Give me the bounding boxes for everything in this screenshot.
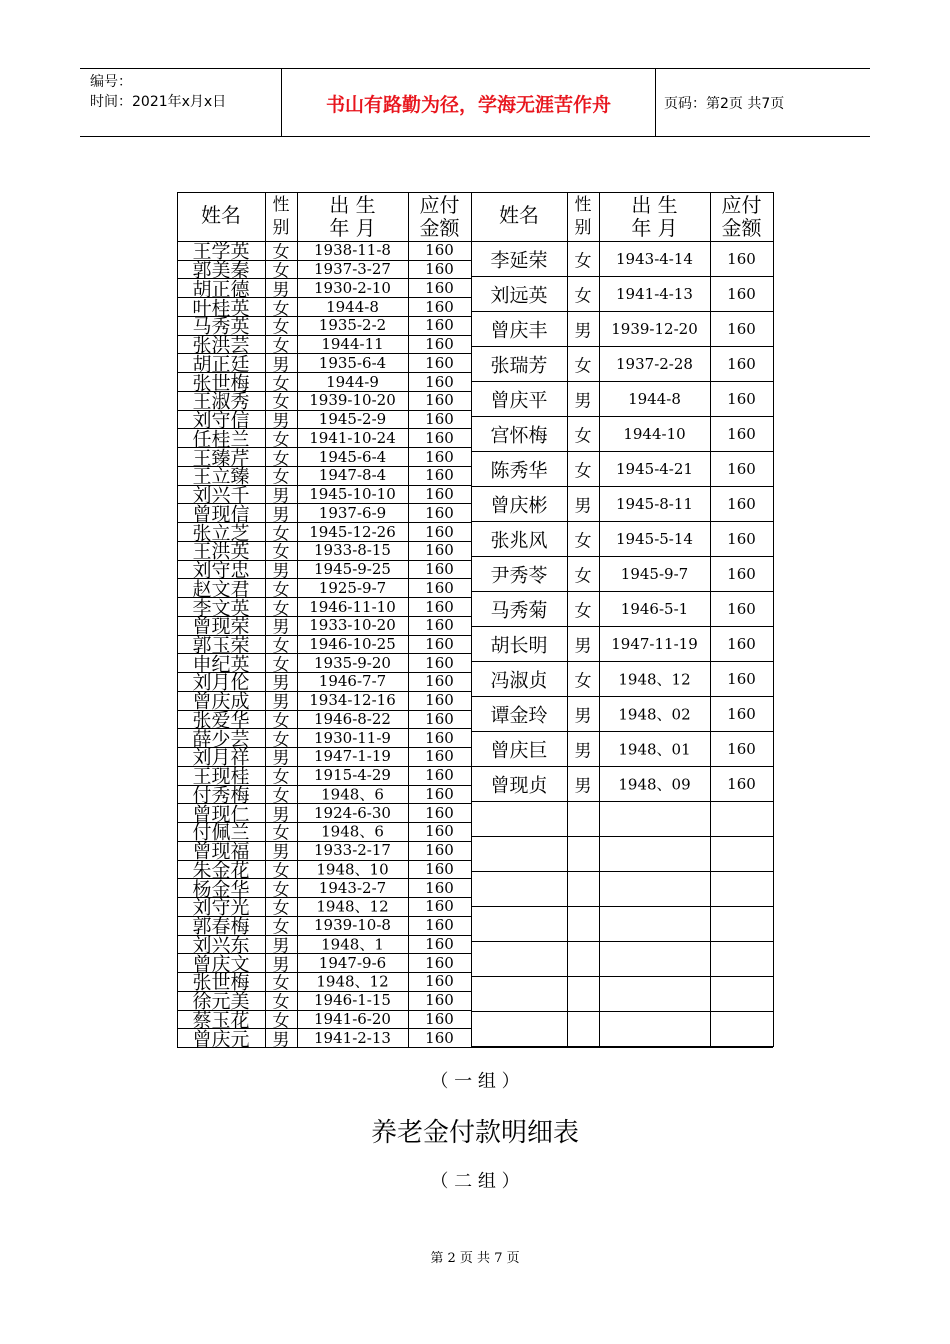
col-header-name: 姓名 [201, 203, 241, 227]
table-row-line [471, 1046, 773, 1047]
birth-date: 1947-8-4 [318, 466, 387, 485]
birth-date: 1945-6-4 [318, 447, 387, 466]
person-sex: 男 [272, 936, 290, 957]
person-sex: 男 [272, 561, 290, 582]
birth-date: 1938-11-8 [314, 241, 391, 260]
payment-amount: 160 [727, 564, 756, 583]
table-row-line [471, 731, 773, 732]
payment-amount: 160 [425, 597, 454, 616]
person-sex: 女 [272, 973, 290, 994]
payment-amount: 160 [425, 447, 454, 466]
person-name: 陈秀华 [490, 459, 548, 481]
person-name: 刘月祥 [192, 746, 250, 769]
person-name: 胡长明 [490, 634, 548, 656]
person-name: 冯淑贞 [490, 669, 548, 691]
payment-amount: 160 [425, 260, 454, 279]
col-header-amount: 应付 金额 [721, 193, 762, 240]
person-sex: 男 [272, 1030, 290, 1051]
person-sex: 女 [574, 356, 592, 376]
person-sex: 男 [272, 748, 290, 769]
payment-amount: 160 [727, 669, 756, 688]
person-sex: 女 [272, 242, 290, 263]
birth-date: 1945-9-25 [314, 560, 391, 579]
payment-amount: 160 [425, 728, 454, 747]
person-sex: 男 [272, 617, 290, 638]
payment-amount: 160 [425, 1028, 454, 1047]
birth-date: 1944-9 [326, 372, 379, 391]
birth-date: 1935-2-2 [318, 316, 387, 335]
payment-amount: 160 [425, 353, 454, 372]
birth-date: 1948、10 [316, 860, 389, 879]
table-row-line [471, 381, 773, 382]
person-name: 王洪英 [192, 540, 250, 563]
person-sex: 男 [272, 673, 290, 694]
birth-date: 1933-2-17 [314, 841, 391, 860]
table-row-line [471, 696, 773, 697]
person-sex: 男 [272, 355, 290, 376]
header-top-rule [80, 68, 870, 69]
payment-amount: 160 [425, 897, 454, 916]
person-sex: 女 [272, 542, 290, 563]
col-header-birth: 出 生 年 月 [329, 193, 376, 240]
birth-date: 1946-11-10 [309, 597, 396, 616]
payment-amount: 160 [425, 485, 454, 504]
person-sex: 女 [574, 461, 592, 481]
person-sex: 女 [272, 655, 290, 676]
person-name: 申纪英 [192, 653, 250, 676]
birth-date: 1945-8-11 [616, 494, 693, 513]
payment-amount: 160 [727, 354, 756, 373]
person-name: 刘月伦 [192, 671, 250, 694]
person-name: 张爱华 [192, 709, 250, 732]
payment-amount: 160 [425, 803, 454, 822]
person-name: 曾庆元 [192, 1028, 250, 1051]
table-row-line [471, 556, 773, 557]
person-sex: 女 [574, 531, 592, 551]
payment-amount: 160 [425, 335, 454, 354]
birth-date: 1915-4-29 [314, 766, 391, 785]
payment-amount: 160 [425, 541, 454, 560]
person-sex: 女 [272, 786, 290, 807]
person-name: 张世梅 [192, 372, 250, 395]
payment-amount: 160 [425, 297, 454, 316]
table-row-line [471, 416, 773, 417]
payment-amount: 160 [425, 1009, 454, 1028]
table-row-line [471, 591, 773, 592]
person-name: 朱金花 [192, 859, 250, 882]
birth-date: 1930-2-10 [314, 278, 391, 297]
col-header-sex: 性 别 [272, 195, 290, 238]
payment-amount: 160 [425, 635, 454, 653]
group-two-caption: （ 二 组 ） [430, 1171, 520, 1192]
header-bottom-rule [80, 136, 870, 137]
person-sex: 女 [272, 317, 290, 338]
header-page-info: 页码：第2页 共7页 [664, 96, 785, 112]
person-sex: 男 [574, 776, 592, 796]
table-row-line [471, 486, 773, 487]
person-name: 尹秀苓 [490, 564, 548, 586]
payment-amount: 160 [727, 634, 756, 653]
payment-amount: 160 [425, 822, 454, 841]
person-name: 曾现仁 [192, 803, 250, 826]
payment-amount: 160 [425, 616, 454, 635]
person-sex: 男 [574, 391, 592, 411]
person-name: 郭春梅 [192, 915, 250, 938]
person-name: 付佩兰 [192, 821, 250, 844]
birth-date: 1948、02 [618, 705, 691, 723]
birth-date: 1944-8 [628, 389, 681, 408]
person-sex: 女 [272, 467, 290, 488]
group-one-caption: （ 一 组 ） [430, 1071, 520, 1092]
payment-amount: 160 [425, 766, 454, 785]
payment-amount: 160 [425, 391, 454, 410]
birth-date: 1933-8-15 [314, 541, 391, 560]
payment-amount: 160 [425, 428, 454, 447]
person-name: 曾庆平 [490, 389, 548, 411]
birth-date: 1945-5-14 [616, 529, 693, 548]
birth-date: 1934-12-16 [309, 691, 396, 710]
person-name: 张兆风 [490, 529, 548, 551]
birth-date: 1945-2-9 [318, 410, 387, 429]
person-name: 马秀英 [192, 315, 250, 338]
person-name: 胡正廷 [192, 353, 250, 376]
table-row-line [471, 311, 773, 312]
birth-date: 1945-9-7 [620, 564, 689, 583]
person-sex: 女 [272, 524, 290, 545]
payment-amount: 160 [425, 859, 454, 878]
payment-amount: 160 [727, 249, 756, 268]
person-name: 刘守忠 [192, 559, 250, 582]
payment-amount: 160 [727, 494, 756, 513]
person-name: 叶桂英 [192, 297, 250, 320]
person-name: 曾庆成 [192, 690, 250, 713]
header-meta [90, 72, 226, 112]
person-sex: 女 [272, 711, 290, 732]
person-name: 曾庆巨 [490, 739, 548, 761]
person-sex: 女 [272, 898, 290, 919]
table-row-line [471, 521, 773, 522]
birth-date: 1935-9-20 [314, 653, 391, 672]
person-sex: 女 [272, 823, 290, 844]
payment-amount: 160 [425, 503, 454, 522]
table-row-line [471, 766, 773, 767]
table-row-line [471, 451, 773, 452]
birth-date: 1930-11-9 [314, 728, 391, 747]
person-name: 曾庆彬 [490, 494, 548, 516]
payment-amount: 160 [727, 599, 756, 618]
person-name: 付秀梅 [192, 784, 250, 807]
person-sex: 男 [272, 805, 290, 826]
table-row-line [471, 871, 773, 872]
person-name: 曾现荣 [192, 615, 250, 638]
payment-amount: 160 [727, 389, 756, 408]
person-name: 王臻芹 [192, 447, 250, 470]
person-name: 赵文君 [192, 578, 250, 601]
person-sex: 女 [574, 566, 592, 586]
person-sex: 女 [272, 861, 290, 882]
person-name: 刘守光 [192, 896, 250, 919]
person-sex: 男 [272, 842, 290, 863]
person-sex: 男 [272, 955, 290, 976]
birth-date: 1939-10-20 [309, 391, 396, 410]
person-name: 李文英 [192, 597, 250, 619]
person-name: 马秀菊 [490, 599, 548, 621]
payment-amount: 160 [425, 653, 454, 672]
table-row-line [471, 941, 773, 942]
birth-date: 1939-10-8 [314, 916, 391, 935]
col-header-name: 姓名 [499, 203, 539, 227]
birth-date: 1947-1-19 [314, 747, 391, 766]
payment-amount: 160 [425, 691, 454, 710]
birth-date: 1948、01 [618, 740, 691, 758]
birth-date: 1948、09 [618, 775, 691, 793]
person-sex: 女 [574, 426, 592, 446]
payment-amount: 160 [425, 522, 454, 541]
payment-amount: 160 [425, 316, 454, 335]
birth-date: 1948、12 [316, 897, 389, 916]
payment-amount: 160 [425, 916, 454, 935]
col-header-sex: 性 别 [574, 195, 592, 238]
payment-amount: 160 [727, 459, 756, 478]
birth-date: 1941-4-13 [616, 284, 693, 303]
birth-date: 1941-10-24 [309, 428, 396, 447]
person-sex: 女 [272, 599, 290, 619]
person-name: 曾庆文 [192, 953, 250, 976]
person-name: 王现桂 [192, 765, 250, 788]
person-sex: 女 [272, 449, 290, 470]
payment-amount: 160 [727, 704, 756, 723]
person-sex: 男 [574, 636, 592, 656]
payment-amount: 160 [425, 784, 454, 803]
person-name: 曾现福 [192, 840, 250, 863]
birth-date: 1944-11 [321, 335, 384, 354]
person-name: 王立臻 [192, 465, 250, 488]
person-sex: 女 [272, 430, 290, 451]
header-motto: 书山有路勤为径，学海无涯苦作舟 [325, 94, 611, 116]
person-name: 刘兴东 [192, 934, 250, 957]
table-row-line [471, 1011, 773, 1012]
person-name: 郭美秦 [192, 259, 250, 282]
payment-amount: 160 [425, 241, 454, 260]
birth-date: 1948、1 [321, 935, 384, 954]
person-sex: 男 [272, 411, 290, 432]
birth-date: 1948、6 [321, 785, 384, 804]
person-name: 张立芝 [192, 522, 250, 545]
person-name: 谭金玲 [490, 704, 548, 726]
person-sex: 男 [272, 692, 290, 713]
table-row-line [471, 906, 773, 907]
birth-date: 1937-2-28 [616, 354, 693, 373]
person-name: 任桂兰 [192, 428, 250, 451]
person-sex: 女 [574, 601, 592, 621]
person-name: 王淑秀 [192, 390, 250, 413]
table-row-line [471, 976, 773, 977]
person-sex: 男 [272, 505, 290, 526]
page-footer: 第 2 页 共 7 页 [430, 1251, 520, 1266]
person-name: 刘守信 [192, 409, 250, 432]
person-name: 曾庆丰 [490, 319, 548, 341]
table-row-line [471, 661, 773, 662]
payment-amount: 160 [727, 739, 756, 758]
person-name: 曾现信 [192, 503, 250, 526]
birth-date: 1925-9-7 [318, 578, 387, 597]
payment-amount: 160 [425, 953, 454, 972]
payment-amount: 160 [425, 841, 454, 860]
person-sex: 男 [574, 741, 592, 761]
birth-date: 1933-10-20 [309, 616, 396, 635]
doc-time-label: 时间：2021年x月x日 [90, 94, 227, 110]
birth-date: 1945-12-26 [309, 522, 396, 541]
birth-date: 1944-10 [623, 424, 686, 443]
payment-amount: 160 [425, 578, 454, 597]
birth-date: 1937-6-9 [318, 503, 387, 522]
person-sex: 男 [574, 496, 592, 516]
col-header-amount: 应付 金额 [419, 193, 460, 240]
person-name: 张洪芸 [192, 334, 250, 357]
payment-amount: 160 [727, 319, 756, 338]
table-row-line [471, 276, 773, 277]
payment-amount: 160 [425, 372, 454, 391]
payment-amount: 160 [727, 529, 756, 548]
birth-date: 1935-6-4 [318, 353, 387, 372]
person-sex: 女 [272, 992, 290, 1013]
person-sex: 女 [272, 767, 290, 788]
person-name: 胡正德 [192, 278, 250, 301]
birth-date: 1941-2-13 [314, 1028, 391, 1047]
table-row-line [471, 626, 773, 627]
person-name: 王学英 [192, 240, 250, 263]
person-sex: 女 [272, 261, 290, 282]
birth-date: 1924-6-30 [314, 803, 391, 822]
doc-number-label: 编号： [90, 74, 132, 90]
person-sex: 女 [272, 374, 290, 395]
payment-amount: 160 [425, 878, 454, 897]
person-name: 李延荣 [490, 249, 548, 271]
birth-date: 1946-8-22 [314, 709, 391, 728]
birth-date: 1944-8 [326, 297, 379, 316]
payment-amount: 160 [425, 560, 454, 579]
person-sex: 女 [272, 880, 290, 901]
person-name: 刘兴千 [192, 484, 250, 507]
table-row-line [471, 836, 773, 837]
birth-date: 1946-5-1 [620, 599, 689, 618]
table-row-line [471, 346, 773, 347]
person-name: 郭玉荣 [192, 634, 250, 657]
person-sex: 女 [272, 636, 290, 657]
payment-amount: 160 [727, 424, 756, 443]
person-sex: 女 [272, 917, 290, 938]
person-sex: 男 [574, 706, 592, 726]
birth-date: 1945-4-21 [616, 459, 693, 478]
payment-amount: 160 [425, 934, 454, 953]
person-name: 杨金华 [192, 878, 250, 901]
payment-amount: 160 [425, 466, 454, 485]
payment-amount: 160 [425, 747, 454, 766]
person-name: 刘远英 [490, 284, 548, 306]
person-sex: 男 [272, 280, 290, 301]
birth-date: 1939-12-20 [611, 319, 698, 338]
table-row-line [471, 801, 773, 802]
payment-amount: 160 [727, 774, 756, 793]
person-sex: 女 [272, 392, 290, 413]
birth-date: 1947-9-6 [318, 953, 387, 972]
person-sex: 女 [272, 299, 290, 320]
person-sex: 女 [272, 1011, 290, 1032]
payment-amount: 160 [425, 709, 454, 728]
person-sex: 女 [272, 580, 290, 601]
table-grid-line [773, 192, 774, 1047]
payment-amount: 160 [425, 991, 454, 1010]
payment-amount: 160 [425, 410, 454, 429]
person-sex: 男 [574, 321, 592, 341]
person-sex: 女 [574, 671, 592, 691]
person-name: 张瑞芳 [490, 354, 548, 376]
person-sex: 女 [574, 286, 592, 306]
person-name: 张世梅 [192, 971, 250, 994]
birth-date: 1947-11-19 [611, 634, 698, 653]
birth-date: 1948、12 [618, 670, 691, 688]
table-grid-line [177, 192, 773, 193]
birth-date: 1946-10-25 [309, 635, 396, 653]
payment-amount: 160 [425, 972, 454, 991]
birth-date: 1945-10-10 [309, 485, 396, 504]
person-name: 宫怀梅 [490, 424, 548, 446]
birth-date: 1941-6-20 [314, 1009, 391, 1028]
payment-amount: 160 [425, 672, 454, 691]
person-name: 薛少芸 [192, 728, 250, 751]
person-sex: 男 [272, 486, 290, 507]
birth-date: 1946-7-7 [318, 672, 387, 691]
person-sex: 女 [272, 730, 290, 751]
birth-date: 1943-4-14 [616, 249, 693, 268]
payment-amount: 160 [425, 278, 454, 297]
birth-date: 1943-2-7 [318, 878, 387, 897]
person-name: 蔡玉花 [192, 1009, 250, 1032]
birth-date: 1948、6 [321, 822, 384, 841]
col-header-birth: 出 生 年 月 [631, 193, 678, 240]
person-sex: 女 [574, 251, 592, 271]
person-name: 曾现贞 [490, 774, 548, 796]
header-divider [655, 68, 656, 136]
page-title: 养老金付款明细表 [370, 1118, 579, 1148]
person-name: 徐元美 [192, 990, 250, 1013]
birth-date: 1948、12 [316, 972, 389, 991]
pension-table [177, 192, 773, 1051]
payment-amount: 160 [727, 284, 756, 303]
birth-date: 1937-3-27 [314, 260, 391, 279]
birth-date: 1946-1-15 [314, 991, 391, 1010]
person-sex: 女 [272, 336, 290, 357]
